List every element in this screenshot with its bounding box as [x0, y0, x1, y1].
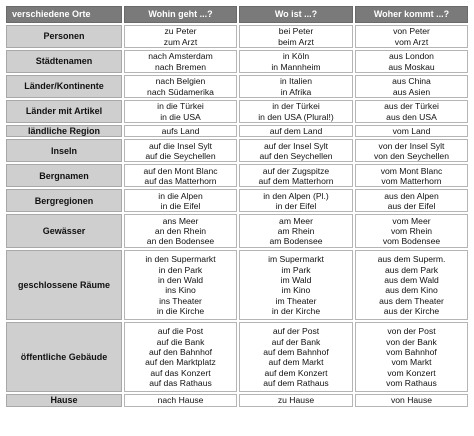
cell-woher — [355, 189, 468, 212]
cell-line: aus dem Theater — [379, 295, 444, 306]
cell-line: aus den USA — [386, 111, 437, 122]
cell-line: von Peter — [393, 26, 430, 37]
cell-line: auf den Bahnhof — [148, 347, 213, 357]
cell-woher — [355, 250, 468, 320]
cell-wo — [239, 75, 353, 98]
cell-wo — [239, 50, 353, 73]
cell-line: vom Matterhorn — [381, 175, 442, 186]
cell-wohin — [124, 394, 237, 406]
row-category: Länder/Kontinente — [6, 75, 122, 98]
cell-line: auf die Seychellen — [145, 150, 216, 161]
cell-line: von Hause — [390, 395, 433, 406]
prepositions-table — [4, 4, 470, 409]
row-category: ländliche Region — [6, 125, 122, 137]
cell-line: auf den Marktplatz — [145, 357, 216, 368]
cell-wohin — [124, 322, 237, 392]
cell-wo — [239, 214, 353, 248]
table-row — [6, 189, 468, 212]
cell-line: in die Alpen — [158, 190, 203, 201]
cell-line: von der Post — [387, 326, 436, 337]
cell-line: auf dem Konzert — [264, 367, 328, 378]
row-category: Bergregionen — [6, 189, 122, 212]
cell-line: nach Südamerika — [147, 86, 214, 97]
cell-line: zu Hause — [277, 395, 315, 406]
cell-line: vom Mont Blanc — [380, 165, 443, 176]
table-row — [6, 250, 468, 320]
cell-line: auf der Zugspitze — [262, 165, 330, 176]
cell-line: aus den Alpen — [384, 190, 439, 201]
cell-wo — [239, 125, 353, 137]
cell-line: vom Markt — [391, 357, 432, 368]
cell-wohin — [124, 50, 237, 73]
cell-woher — [355, 50, 468, 73]
cell-line: auf dem Land — [269, 126, 323, 136]
cell-line: in den Park — [158, 264, 203, 275]
cell-line: bei Peter — [278, 26, 314, 37]
cell-woher — [355, 125, 468, 137]
cell-woher — [355, 25, 468, 48]
cell-line: ans Meer — [162, 215, 199, 226]
cell-line: auf dem Markt — [268, 357, 324, 368]
cell-line: aus China — [392, 76, 431, 87]
cell-line: aus dem Superm. — [377, 254, 446, 265]
cell-line: aus der Türkei — [384, 101, 439, 112]
cell-line: in die Türkei — [157, 101, 204, 112]
table-row — [6, 164, 468, 187]
header-row — [6, 6, 468, 23]
cell-line: auf dem Bahnhof — [263, 347, 329, 357]
cell-wo — [239, 164, 353, 187]
cell-line: aus London — [389, 51, 434, 62]
cell-line: im Theater — [275, 295, 317, 306]
cell-line: auf den Seychellen — [259, 150, 333, 161]
cell-wohin — [124, 75, 237, 98]
cell-line: vom Arzt — [394, 36, 429, 47]
cell-line: aus der Eifel — [387, 200, 436, 211]
row-category: Städtenamen — [6, 50, 122, 73]
cell-line: auf die Bank — [156, 336, 205, 347]
cell-line: im Wald — [280, 275, 312, 285]
cell-line: aufs Land — [161, 126, 200, 136]
cell-line: am Meer — [279, 215, 313, 226]
cell-wo — [239, 100, 353, 123]
header-wohin: Wohin geht ...? — [124, 6, 237, 23]
cell-line: von der Bank — [386, 336, 437, 347]
cell-line: auf die Post — [157, 326, 204, 337]
row-category: Personen — [6, 25, 122, 48]
cell-line: an den Rhein — [154, 226, 207, 237]
cell-line: auf das Rathaus — [149, 377, 212, 388]
cell-line: in Mannheim — [271, 61, 321, 72]
table-row — [6, 50, 468, 73]
row-category: Hause — [6, 394, 122, 406]
cell-wohin — [124, 189, 237, 212]
cell-line: in den USA (Plural!) — [258, 111, 334, 122]
cell-line: am Rhein — [277, 226, 315, 237]
cell-wo — [239, 322, 353, 392]
table-row — [6, 25, 468, 48]
cell-wo — [239, 189, 353, 212]
cell-line: auf der Post — [272, 326, 320, 337]
cell-line: an den Bodensee — [146, 236, 215, 247]
cell-line: aus Asien — [392, 86, 431, 97]
row-category: Inseln — [6, 139, 122, 162]
cell-line: ins Theater — [159, 295, 202, 306]
cell-wohin — [124, 139, 237, 162]
table-row — [6, 75, 468, 98]
cell-line: in Afrika — [280, 86, 312, 97]
cell-woher — [355, 214, 468, 248]
cell-woher — [355, 139, 468, 162]
cell-line: von der Insel Sylt — [378, 140, 445, 151]
cell-line: vom Rathaus — [386, 377, 437, 388]
table-row — [6, 100, 468, 123]
cell-line: nach Bremen — [154, 61, 207, 72]
cell-line: vom Bodensee — [382, 236, 441, 247]
cell-line: vom Rhein — [390, 226, 433, 237]
row-category: Länder mit Artikel — [6, 100, 122, 123]
cell-woher — [355, 394, 468, 406]
cell-woher — [355, 100, 468, 123]
cell-line: in die Eifel — [160, 200, 201, 211]
cell-woher — [355, 75, 468, 98]
cell-line: in den Supermarkt — [145, 254, 216, 265]
table-row — [6, 322, 468, 392]
cell-line: von den Seychellen — [373, 150, 449, 161]
cell-line: aus dem Wald — [384, 275, 439, 285]
cell-line: nach Hause — [157, 395, 204, 406]
cell-line: zum Arzt — [163, 36, 198, 47]
cell-wo — [239, 25, 353, 48]
cell-line: auf der Bank — [271, 336, 321, 347]
cell-line: in den Alpen (Pl.) — [263, 190, 329, 201]
cell-line: in Köln — [282, 51, 310, 62]
cell-line: in Italien — [279, 76, 312, 87]
header-wo: Wo ist ...? — [239, 6, 353, 23]
cell-line: in der Eifel — [275, 200, 317, 211]
cell-wohin — [124, 25, 237, 48]
cell-line: am Bodensee — [269, 236, 323, 247]
table-body — [6, 25, 468, 407]
cell-line: vom Bahnhof — [386, 347, 437, 357]
cell-line: aus dem Kino — [385, 285, 438, 296]
cell-wohin — [124, 125, 237, 137]
cell-line: nach Amsterdam — [148, 51, 213, 62]
cell-line: auf den Mont Blanc — [143, 165, 218, 176]
cell-line: vom Konzert — [387, 367, 436, 378]
cell-line: auf dem Matterhorn — [258, 175, 334, 186]
cell-woher — [355, 164, 468, 187]
cell-line: auf dem Rathaus — [263, 377, 329, 388]
cell-line: auf der Insel Sylt — [263, 140, 328, 151]
table-row — [6, 139, 468, 162]
table-header — [6, 6, 468, 23]
header-orte: verschiedene Orte — [6, 6, 122, 23]
cell-line: aus der Kirche — [383, 305, 440, 316]
cell-line: im Park — [281, 264, 311, 275]
cell-line: aus dem Park — [384, 264, 439, 275]
cell-line: in den Wald — [157, 275, 204, 285]
cell-line: zu Peter — [164, 26, 197, 37]
cell-woher — [355, 322, 468, 392]
table-row — [6, 214, 468, 248]
row-category: Gewässer — [6, 214, 122, 248]
cell-wohin — [124, 100, 237, 123]
cell-line: in die USA — [160, 111, 201, 122]
header-woher: Woher kommt ...? — [355, 6, 468, 23]
cell-line: aus Moskau — [388, 61, 435, 72]
cell-wohin — [124, 164, 237, 187]
cell-line: beim Arzt — [278, 36, 314, 47]
cell-line: in der Kirche — [271, 305, 321, 316]
cell-line: in der Türkei — [272, 101, 320, 112]
cell-line: ins Kino — [165, 285, 196, 296]
cell-wohin — [124, 250, 237, 320]
cell-wo — [239, 394, 353, 406]
cell-wohin — [124, 214, 237, 248]
cell-wo — [239, 250, 353, 320]
cell-wo — [239, 139, 353, 162]
cell-line: auf das Konzert — [150, 367, 211, 378]
cell-line: auf das Matterhorn — [144, 175, 217, 186]
cell-line: vom Meer — [392, 215, 431, 226]
cell-line: in die Kirche — [156, 305, 205, 316]
table-row — [6, 125, 468, 137]
cell-line: nach Belgien — [155, 76, 206, 87]
row-category: öffentliche Gebäude — [6, 322, 122, 392]
cell-line: im Kino — [281, 285, 311, 296]
cell-line: auf die Insel Sylt — [148, 140, 213, 151]
row-category: Bergnamen — [6, 164, 122, 187]
row-category: geschlossene Räume — [6, 250, 122, 320]
table-row — [6, 394, 468, 406]
cell-line: im Supermarkt — [268, 254, 324, 265]
cell-line: vom Land — [392, 126, 431, 136]
